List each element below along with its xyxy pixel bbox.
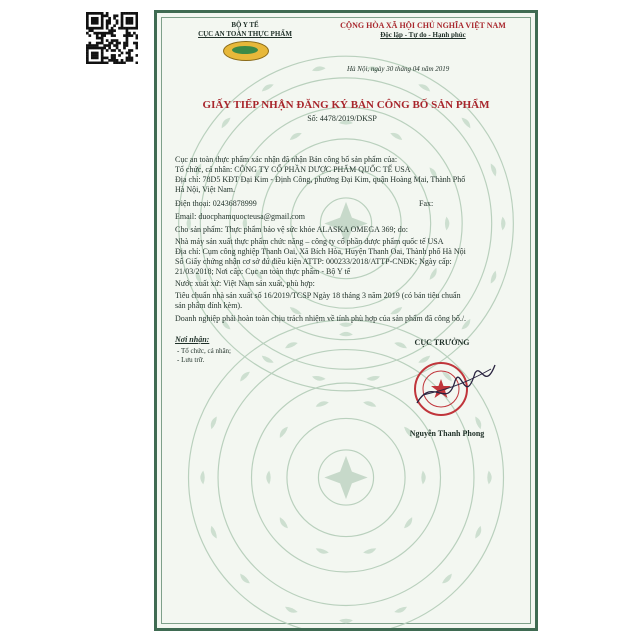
- body-line: Fax:: [419, 199, 434, 208]
- body-line: Địa chỉ: 78D5 KĐT Đại Kim - Định Công, phường Đại Kim, quận Hoàng Mai, Thành Phố: [175, 175, 466, 184]
- date-line: Hà Nội, ngày 30 tháng 04 năm 2019: [347, 65, 450, 73]
- body-line: sản phẩm đính kèm).: [175, 301, 243, 310]
- document-number: Số: 4478/2019/DKSP: [307, 114, 377, 123]
- official-stamp: [403, 355, 499, 421]
- motto: Độc lập - Tự do - Hạnh phúc: [380, 31, 466, 39]
- recipient-item: - Tổ chức, cá nhân;: [177, 347, 232, 355]
- body-line: Nước xuất xứ: Việt Nam sản xuất, phù hợp:: [175, 279, 315, 288]
- certificate: [154, 10, 538, 631]
- qr-code: [86, 12, 138, 64]
- body-line: Điện thoại: 02436878999: [175, 199, 257, 208]
- ministry-name: BỘ Y TẾ: [231, 21, 259, 29]
- body-line: Nhà máy sản xuất thực phẩm chức năng – công ty cổ phần dược phẩm quốc tế USA: [175, 237, 444, 246]
- body-line: Doanh nghiệp phải hoàn toàn chịu trách nhiệm về tính phù hợp của sản phẩm đã công bố./.: [175, 314, 467, 323]
- body-line: Cục an toàn thực phẩm xác nhận đã nhận Bản công bố sản phẩm của:: [175, 155, 398, 164]
- signatory-title: CỤC TRƯỞNG: [414, 338, 470, 347]
- body-line: Địa chỉ: Cụm công nghiệp Thanh Oai, Xã Bích Hòa, Huyện Thanh Oai, Thành phố Hà Nội: [175, 247, 466, 256]
- nation-name: CỘNG HÒA XÃ HỘI CHỦ NGHĨA VIỆT NAM: [340, 21, 506, 30]
- body-line: Email: duocphamquocteusa@gmail.com: [175, 212, 305, 221]
- body-line: Tổ chức, cá nhân: CÔNG TY CỔ PHẦN DƯỢC PHẨM QUỐC TẾ USA: [175, 165, 411, 174]
- body-line: 21/03/2018; Nơi cấp: Cục an toàn thực phẩm - Bộ Y tế: [175, 267, 351, 276]
- body-line: Tiêu chuẩn nhà sản xuất số 16/2019/TCSP Ngày 18 tháng 3 năm 2019 (có bản tiêu chuẩn: [175, 291, 461, 300]
- recipients-heading: Nơi nhận:: [175, 335, 210, 344]
- signatory-name: Nguyễn Thanh Phong: [409, 429, 485, 438]
- agency-logo: [223, 41, 269, 61]
- recipient-item: - Lưu trữ.: [177, 356, 205, 364]
- body-line: Số Giấy chứng nhận cơ sở đủ điều kiện ATTP: 000233/2018/ATTP-CNĐK; Ngày cấp:: [175, 257, 452, 266]
- agency-name: CỤC AN TOÀN THỰC PHẨM: [198, 30, 292, 38]
- document-title: GIẤY TIẾP NHẬN ĐĂNG KÝ BẢN CÔNG BỐ SẢN PHẨM: [202, 99, 490, 111]
- body-line: Cho sản phẩm: Thực phẩm bảo vệ sức khỏe ALASKA OMEGA 369; do:: [175, 225, 408, 234]
- body-line: Hà Nội, Việt Nam.: [175, 185, 236, 194]
